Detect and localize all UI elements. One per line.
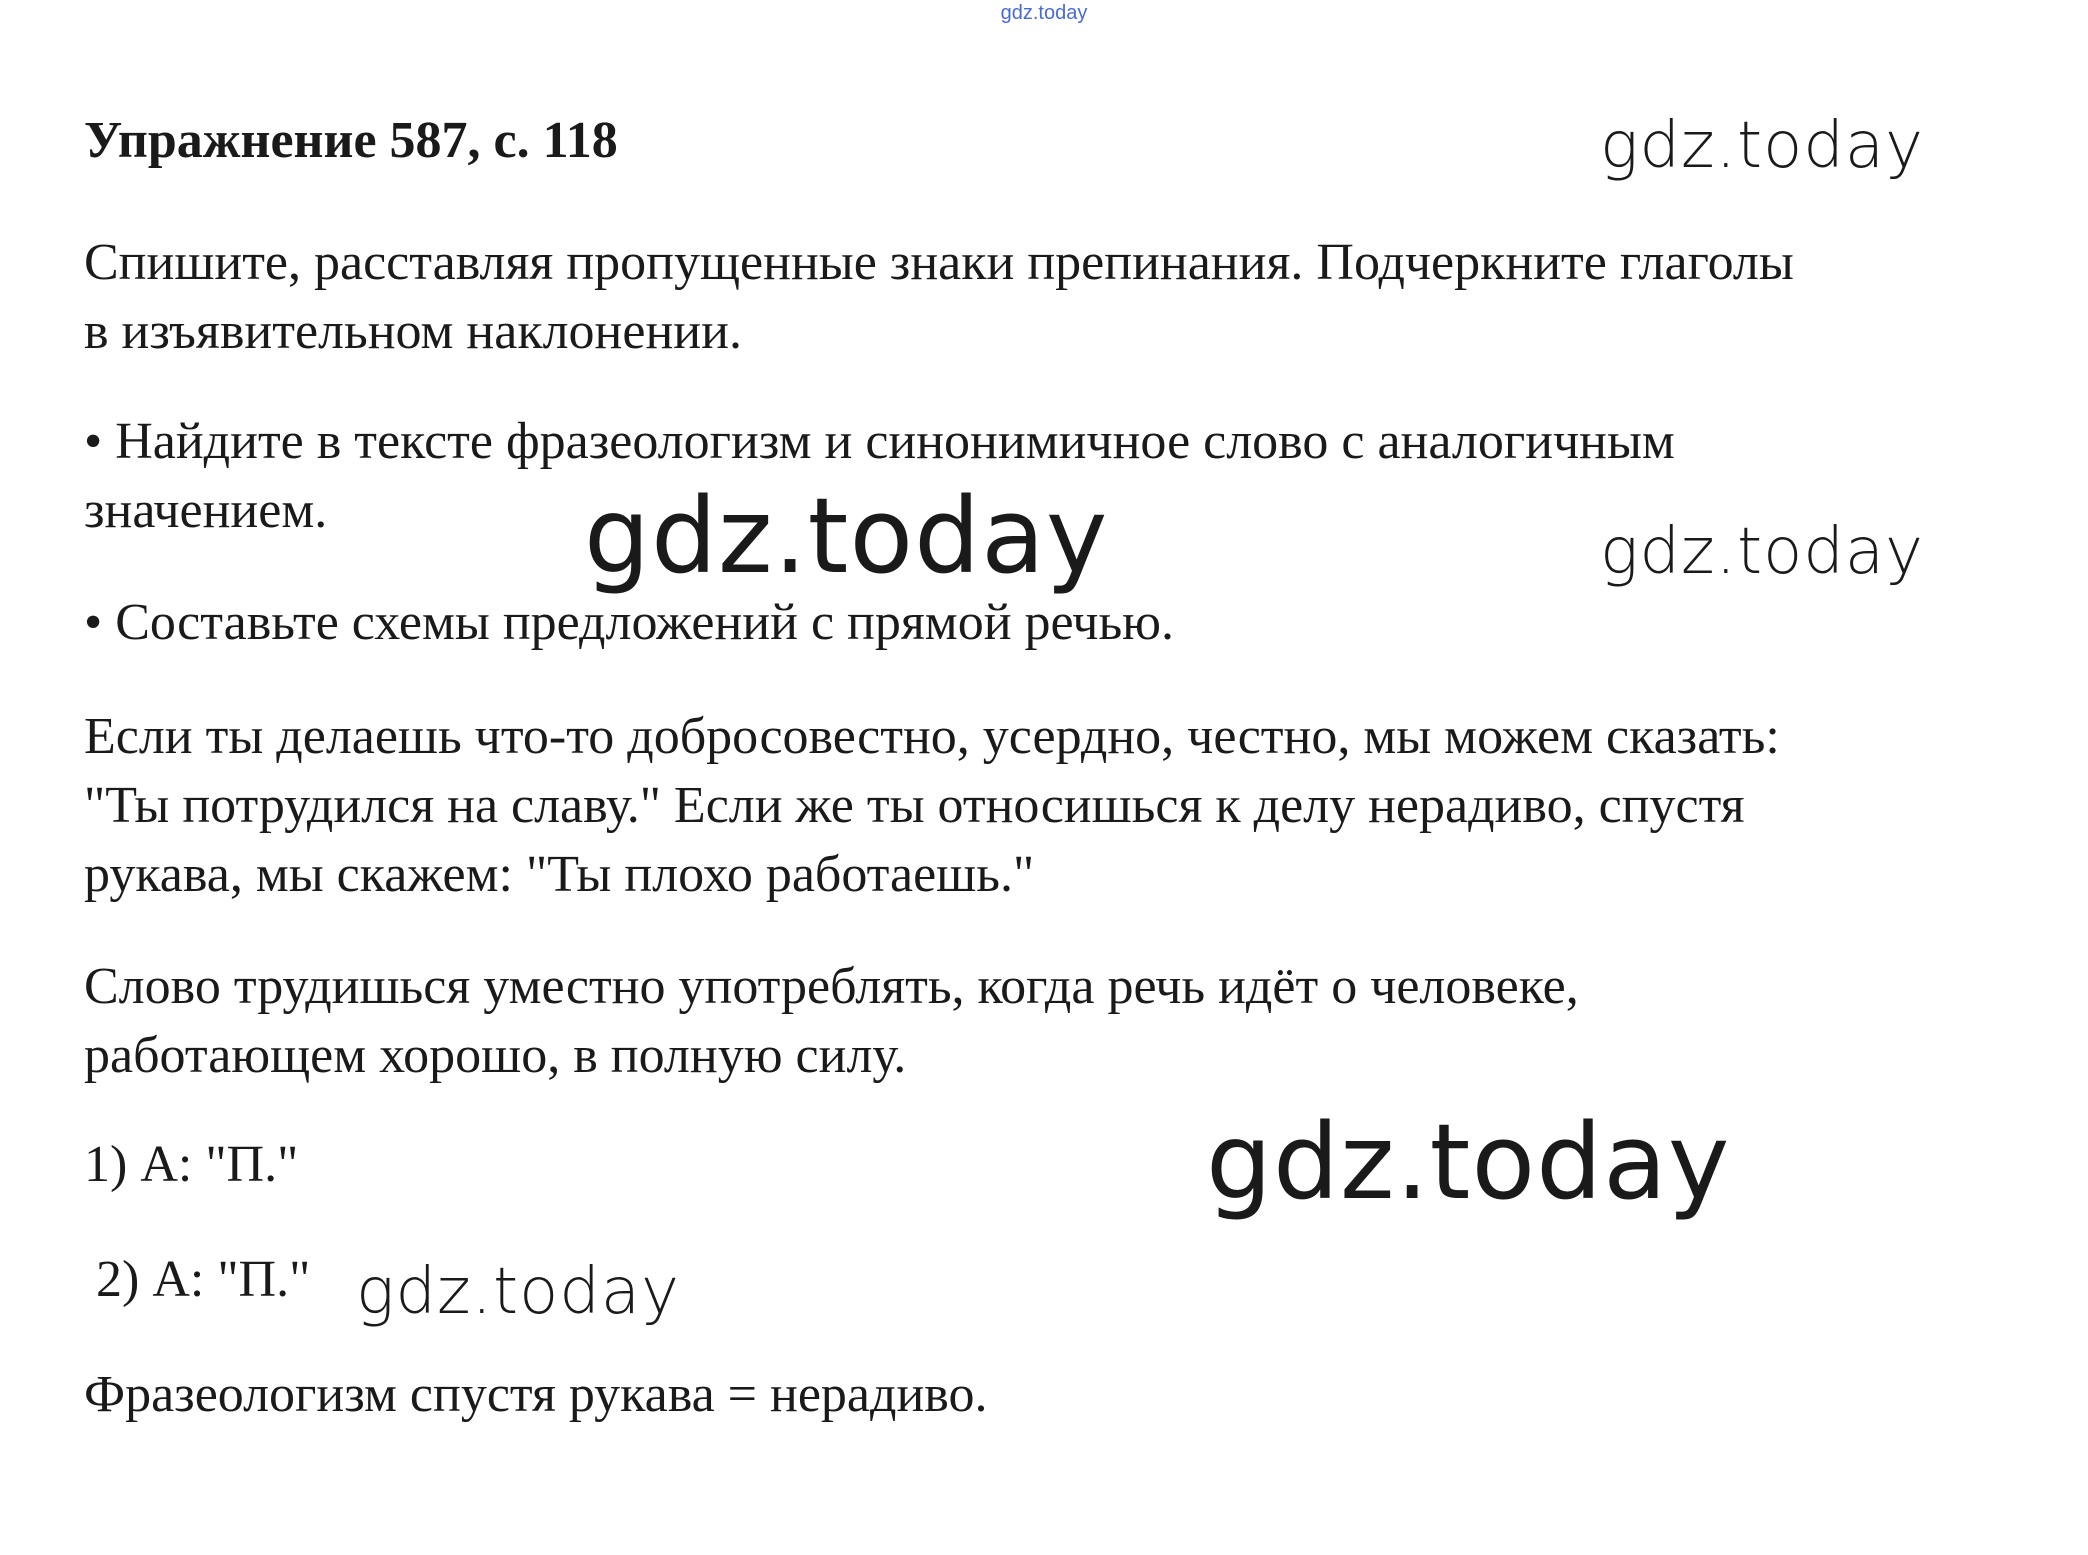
bullet-2: • Составьте схемы предложений с прямой речью. bbox=[84, 594, 1175, 651]
text-line-1: Если ты делаешь что-то добросовестно, усердно, честно, мы можем сказать: bbox=[84, 708, 1780, 765]
watermark-logo: gdz.today bbox=[1206, 1101, 1731, 1223]
exercise-title: Упражнение 587, с. 118 bbox=[84, 112, 618, 169]
watermark-logo: gdz.today bbox=[1600, 515, 1924, 589]
text-line-3: рукава, мы скажем: "Ты плохо работаешь." bbox=[84, 846, 1035, 903]
bullet-1-line-1: • Найдите в тексте фразеологизм и синонимичное слово с аналогичным bbox=[84, 413, 1675, 470]
text-line-2: "Ты потрудился на славу." Если же ты относишься к делу нерадиво, спустя bbox=[84, 777, 1745, 834]
watermark-logo: gdz.today bbox=[584, 475, 1109, 597]
header-watermark: gdz.today bbox=[1000, 2, 1088, 24]
scheme-1: 1) А: "П." bbox=[84, 1136, 299, 1193]
task-line-2: в изъявительном наклонении. bbox=[84, 303, 742, 360]
watermark-logo: gdz.today bbox=[356, 1255, 680, 1329]
watermark-logo: gdz.today bbox=[1600, 109, 1924, 183]
scheme-2: 2) А: "П." bbox=[96, 1251, 311, 1308]
conclusion: Фразеологизм спустя рукава = нерадиво. bbox=[84, 1366, 988, 1423]
task-line-1: Спишите, расставляя пропущенные знаки препинания. Подчеркните глаголы bbox=[84, 234, 1794, 291]
note-line-2: работающем хорошо, в полную силу. bbox=[84, 1027, 907, 1084]
bullet-1-line-2: значением. bbox=[84, 482, 328, 539]
note-line-1: Слово трудишься уместно употреблять, когда речь идёт о человеке, bbox=[84, 958, 1579, 1015]
